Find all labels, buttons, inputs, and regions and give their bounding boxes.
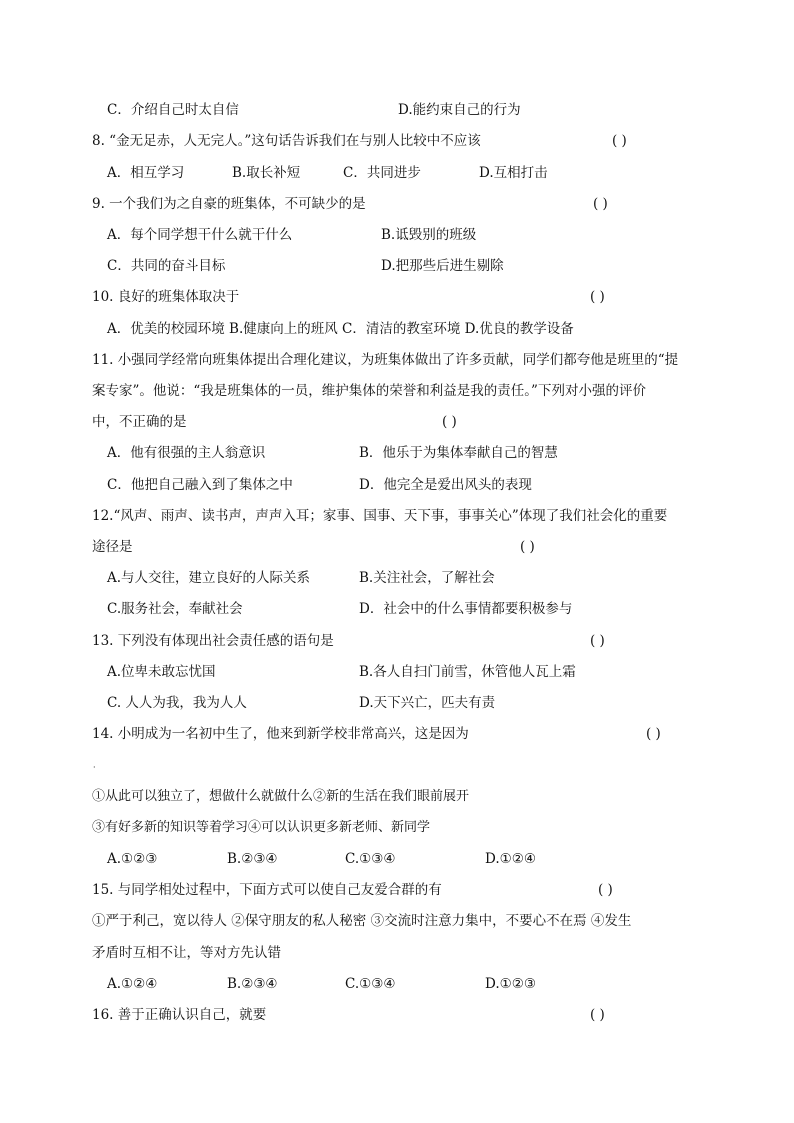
question-12-line-2: 途径是 (92, 539, 133, 555)
q12-option-d: D．社会中的什么事情都要积极参与 (359, 601, 573, 617)
q11-option-d: D．他完全是爱出风头的表现 (359, 477, 532, 493)
q16-answer-paren: ( ) (590, 1007, 605, 1023)
q8-option-d: D.互相打击 (479, 165, 548, 181)
q14-answer-paren: ( ) (646, 726, 661, 742)
question-15: 15. 与同学相处过程中，下面方式可以使自己友爱合群的有 (92, 882, 442, 898)
q15-option-c: C.①③④ (345, 976, 396, 992)
question-8: 8. “金无足赤，人无完人。”这句话告诉我们在与别人比较中不应该 (92, 133, 481, 149)
q9-option-b: B.诋毁别的班级 (381, 227, 477, 243)
q12-option-b: B.关注社会，了解社会 (359, 570, 495, 586)
question-16: 16. 善于正确认识自己，就要 (92, 1007, 267, 1023)
q14-option-c: C.①③④ (345, 851, 396, 867)
q11-option-b: B．他乐于为集体奉献自己的智慧 (359, 445, 558, 461)
q15-statements-line-2: 矛盾时互相不让，等对方先认错 (92, 945, 281, 961)
q10-options: A．优美的校园环境 B.健康向上的班风 C．清洁的教室环境 D.优良的教学设备 (107, 321, 574, 337)
q15-option-a: A.①②④ (107, 976, 158, 992)
q12-option-a: A.与人交往，建立良好的人际关系 (107, 570, 311, 586)
q11-answer-paren: ( ) (442, 414, 457, 430)
q13-option-b: B.各人自扫门前雪，休管他人瓦上霜 (359, 664, 576, 680)
q12-option-c: C.服务社会，奉献社会 (107, 601, 243, 617)
question-13: 13. 下列没有体现出社会责任感的语句是 (92, 633, 334, 649)
q7-option-d: D.能约束自己的行为 (398, 102, 521, 118)
q13-answer-paren: ( ) (590, 633, 605, 649)
question-12-line-1: 12.“风声、雨声、读书声，声声入耳；家事、国事、天下事，事事关心”体现了我们社会化的重要 (92, 508, 668, 524)
q13-option-d: D.天下兴亡，匹夫有责 (359, 695, 496, 711)
question-11-line-1: 11. 小强同学经常向班集体提出合理化建议，为班集体做出了许多贡献，同学们都夸他是班里的“提 (92, 352, 679, 368)
q14-option-a: A.①②③ (107, 851, 158, 867)
q8-answer-paren: ( ) (612, 133, 627, 149)
q15-option-b: B.②③④ (227, 976, 278, 992)
q7-option-c: C．介绍自己时太自信 (107, 102, 239, 118)
q11-option-c: C．他把自己融入到了集体之中 (107, 477, 293, 493)
q11-option-a: A．他有很强的主人翁意识 (107, 445, 266, 461)
question-10: 10. 良好的班集体取决于 (92, 289, 240, 305)
q9-option-c: C．共同的奋斗目标 (107, 258, 226, 274)
q15-option-d: D.①②③ (485, 976, 536, 992)
q13-option-a: A.位卑未敢忘忧国 (107, 664, 216, 680)
q14-statements-line-1: ①从此可以独立了，想做什么就做什么②新的生活在我们眼前展开 (92, 789, 470, 804)
q9-answer-paren: ( ) (593, 196, 608, 212)
q9-option-d: D.把那些后进生剔除 (381, 258, 504, 274)
q8-option-a: A．相互学习 (107, 165, 185, 181)
q15-statements-line-1: ①严于利己，宽以待人 ②保守朋友的私人秘密 ③交流时注意力集中，不要心不在焉 ④发生 (92, 913, 632, 929)
question-11-line-2: 案专家”。他说：“我是班集体的一员，维护集体的荣誉和利益是我的责任。”下列对小强的评价 (92, 383, 646, 399)
stray-dot-mark: · (93, 763, 96, 772)
question-9: 9. 一个我们为之自豪的班集体，不可缺少的是 (92, 196, 366, 212)
q14-option-b: B.②③④ (227, 851, 278, 867)
q14-option-d: D.①②④ (485, 851, 536, 867)
q15-answer-paren: ( ) (598, 882, 613, 898)
q12-answer-paren: ( ) (520, 539, 535, 555)
q8-option-b: B.取长补短 (232, 165, 301, 181)
q8-option-c: C．共同进步 (343, 165, 421, 181)
question-14: 14. 小明成为一名初中生了，他来到新学校非常高兴，这是因为 (92, 726, 469, 742)
q13-option-c: C. 人人为我，我为人人 (107, 695, 247, 711)
question-11-line-3: 中，不正确的是 (92, 414, 187, 430)
q14-statements-line-2: ③有好多新的知识等着学习④可以认识更多新老师、新同学 (92, 820, 431, 835)
q9-option-a: A．每个同学想干什么就干什么 (107, 227, 293, 243)
q10-answer-paren: ( ) (590, 289, 605, 305)
